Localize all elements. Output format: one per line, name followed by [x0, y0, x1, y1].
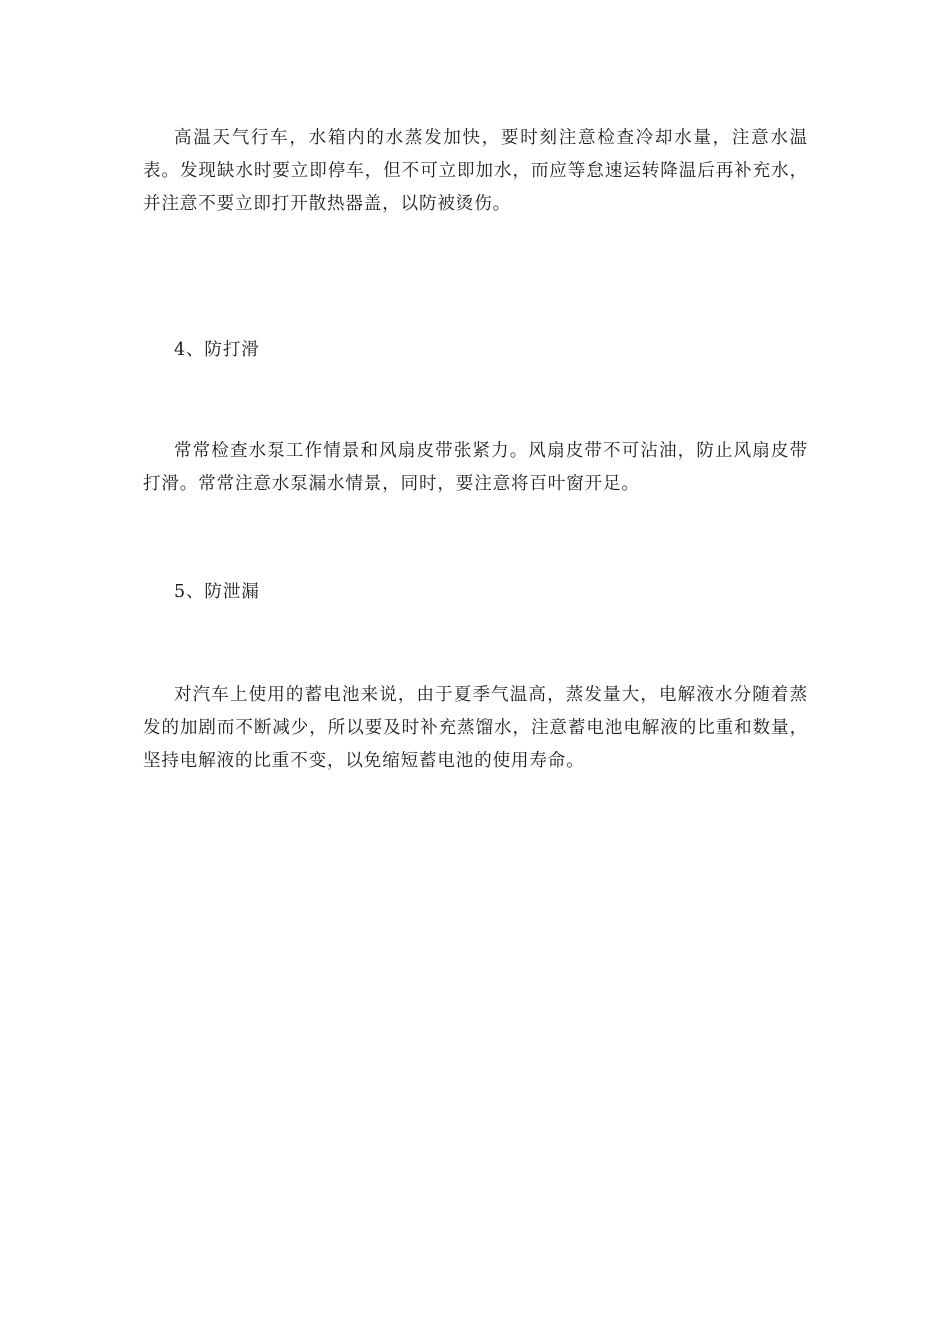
fan-belt-paragraph: 常常检查水泵工作情景和风扇皮带张紧力。风扇皮带不可沾油，防止风扇皮带打滑。常常注意水泵漏水情景，同时，要注意将百叶窗开足。 [143, 441, 808, 494]
section-heading-anti-slip: 4、防打滑 [174, 340, 260, 360]
cooling-water-paragraph: 高温天气行车，水箱内的水蒸发加快，要时刻注意检查冷却水量，注意水温表。发现缺水时要立即停车，但不可立即加水，而应等怠速运转降温后再补充水，并注意不要立即打开散热器盖，以防被烫伤。 [143, 128, 808, 214]
section-heading-anti-leak: 5、防泄漏 [174, 582, 260, 602]
battery-paragraph: 对汽车上使用的蓄电池来说，由于夏季气温高，蒸发量大，电解液水分随着蒸发的加剧而不断减少，所以要及时补充蒸馏水，注意蓄电池电解液的比重和数量，坚持电解液的比重不变，以免缩短蓄电池的使用寿命。 [143, 685, 808, 771]
